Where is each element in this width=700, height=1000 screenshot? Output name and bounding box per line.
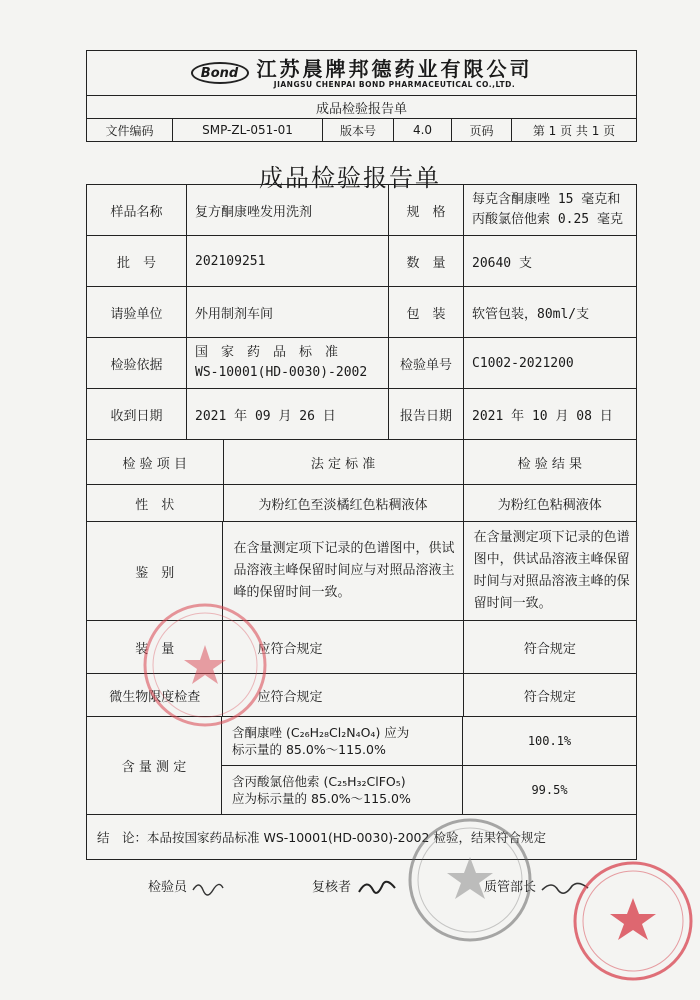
company-name-en: JIANGSU CHENPAI BOND PHARMACEUTICAL CO.,LTD.	[273, 79, 516, 89]
package-value: 软管包装，80ml/支	[472, 306, 590, 322]
assay-item: 含 量 测 定	[87, 717, 222, 814]
basis-line-1: 国 家 药 品 标 准	[195, 345, 339, 360]
spec-line-1: 每克含酮康唑 15 毫克和	[472, 192, 621, 207]
assay-row-group	[87, 717, 636, 815]
results-table	[86, 439, 637, 860]
header-result: 检 验 结 果	[517, 456, 583, 472]
row-result: 符合规定	[523, 641, 576, 657]
row-result: 符合规定	[523, 689, 576, 705]
spec-value	[464, 185, 636, 235]
doc-no-label: 文件编码	[87, 119, 173, 141]
assay-standard-2-line-2: 应为标示量的 85.0%～115.0%	[232, 791, 411, 806]
version-value: 4.0	[394, 119, 452, 141]
company-name-cn: 江苏晨牌邦德药业有限公司	[256, 56, 533, 81]
qa-label: 质管部长	[484, 880, 537, 895]
version-label: 版本号	[323, 119, 394, 141]
bond-logo: Bond	[191, 62, 249, 84]
batch-value: 202109251	[187, 236, 389, 286]
conclusion: 结 论：本品按国家药品标准 WS-10001(HD-0030)-2002 检验，结果符合规定	[97, 830, 546, 845]
row-standard: 应符合规定	[223, 674, 463, 716]
sample-name-value: 复方酮康唑发用洗剂	[187, 185, 389, 235]
assay-result-2: 99.5%	[531, 783, 568, 797]
info-row	[87, 389, 636, 439]
test-no-label: 检验单号	[389, 338, 464, 388]
header-doc-title: 成品检验报告单	[87, 96, 636, 119]
reviewer-label: 复核者	[312, 880, 352, 895]
assay-standard-1-line-1: 含酮康唑 (C₂₆H₂₈Cl₂N₄O₄) 应为	[232, 725, 410, 740]
row-item: 微生物限度检查	[87, 674, 223, 716]
doc-no-value: SMP-ZL-051-01	[173, 119, 323, 141]
row-standard: 在含量测定项下记录的色谱图中，供试品溶液主峰保留时间应与对照品溶液主峰的保留时间一致。	[223, 522, 463, 620]
assay-subrow	[222, 766, 636, 814]
assay-result-1: 100.1%	[527, 734, 572, 748]
reviewer-signature-scribble	[355, 878, 401, 898]
test-no-value: C1002-2021200	[472, 355, 574, 371]
inspector-label: 检验员	[148, 880, 188, 895]
spec-line-2: 丙酸氯倍他索 0.25 毫克	[472, 212, 623, 227]
basis-value	[187, 338, 389, 388]
header-standard: 法 定 标 准	[224, 440, 464, 484]
assay-standard-1-line-2: 标示量的 85.0%～115.0%	[232, 742, 386, 757]
report-date-value: 2021 年 10 月 08 日	[472, 408, 613, 424]
page-title: 成品检验报告单	[259, 164, 441, 192]
package-label: 包 装	[389, 287, 464, 337]
row-standard: 应符合规定	[223, 621, 463, 673]
inspector-signature-scribble	[191, 880, 229, 896]
table-row	[87, 485, 636, 522]
requester-label: 请验单位	[87, 287, 187, 337]
table-row	[87, 674, 636, 717]
inspector-signature	[148, 876, 229, 896]
row-result: 在含量测定项下记录的色谱图中，供试品溶液主峰保留时间与对照品溶液主峰的保留时间一致。	[473, 530, 630, 611]
document-header	[86, 50, 637, 142]
reviewer-signature	[312, 876, 401, 898]
info-row	[87, 185, 636, 236]
report-date-label: 报告日期	[389, 389, 464, 439]
info-row	[87, 287, 636, 338]
basis-label: 检验依据	[87, 338, 187, 388]
assay-standard-2	[222, 766, 463, 814]
sample-name-label: 样品名称	[87, 185, 187, 235]
results-header-row	[87, 440, 636, 485]
company-banner	[87, 51, 636, 96]
row-standard: 为粉红色至淡橘红色粘稠液体	[224, 485, 464, 521]
page-value: 第 1 页 共 1 页	[532, 123, 616, 138]
assay-subrow	[222, 717, 636, 766]
page-label: 页码	[452, 119, 512, 141]
basis-line-2: WS-10001(HD-0030)-2002	[195, 365, 368, 380]
qa-signature	[484, 876, 592, 898]
row-item: 装 量	[87, 621, 223, 673]
header-item: 检 验 项 目	[87, 440, 224, 484]
qa-signature-scribble	[540, 878, 592, 898]
assay-standard-1	[222, 717, 463, 765]
requester-value: 外用制剂车间	[187, 287, 389, 337]
qty-value: 20640 支	[472, 255, 532, 271]
row-result: 为粉红色粘稠液体	[497, 497, 602, 513]
received-value: 2021 年 09 月 26 日	[187, 389, 389, 439]
received-label: 收到日期	[87, 389, 187, 439]
sample-info-table	[86, 184, 637, 440]
info-row	[87, 338, 636, 389]
info-row	[87, 236, 636, 287]
spec-label: 规 格	[389, 185, 464, 235]
header-meta-row	[87, 119, 636, 141]
row-item: 鉴 别	[87, 522, 223, 620]
table-row	[87, 522, 636, 621]
qty-label: 数 量	[389, 236, 464, 286]
table-row	[87, 621, 636, 674]
batch-label: 批 号	[87, 236, 187, 286]
assay-standard-2-line-1: 含丙酸氯倍他索 (C₂₅H₃₂ClFO₅)	[232, 774, 406, 789]
row-item: 性 状	[87, 485, 224, 521]
